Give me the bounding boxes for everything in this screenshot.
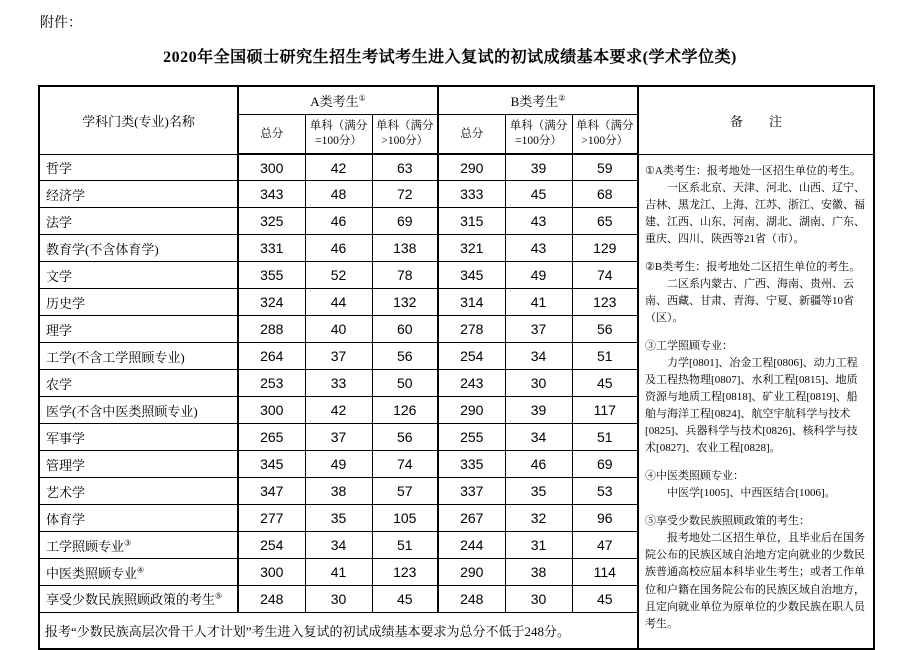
score-value: 51 <box>572 424 638 451</box>
subject-name: 医学(不含中医类照顾专业) <box>39 397 238 424</box>
score-value: 33 <box>305 370 372 397</box>
subject-name: 工学照顾专业③ <box>39 532 238 559</box>
score-value: 30 <box>505 370 572 397</box>
score-value: 60 <box>372 316 438 343</box>
score-value: 37 <box>505 316 572 343</box>
score-value: 267 <box>438 505 505 532</box>
score-value: 40 <box>305 316 372 343</box>
score-value: 41 <box>505 289 572 316</box>
subject-name: 管理学 <box>39 451 238 478</box>
score-value: 265 <box>238 424 305 451</box>
subject-name: 享受少数民族照顾政策的考生⑤ <box>39 586 238 613</box>
remark-heading: ③工学照顾专业： <box>645 339 734 352</box>
score-value: 345 <box>238 451 305 478</box>
column-header-remark: 备 注 <box>638 86 874 154</box>
score-value: 300 <box>238 559 305 586</box>
subject-name: 艺术学 <box>39 478 238 505</box>
score-value: 321 <box>438 235 505 262</box>
score-value: 45 <box>372 586 438 613</box>
remark-body: 一区系北京、天津、河北、山西、辽宁、吉林、黑龙江、上海、江苏、浙江、安徽、福建、江西、山东、河南、湖北、湖南、广东、重庆、四川、陕西等21省（市）。 <box>645 181 866 245</box>
subject-name: 农学 <box>39 370 238 397</box>
score-value: 335 <box>438 451 505 478</box>
attachment-label: 附件： <box>40 16 82 31</box>
score-value: 264 <box>238 343 305 370</box>
score-value: 129 <box>572 235 638 262</box>
score-value: 63 <box>372 154 438 181</box>
remark-heading: ④中医类照顾专业： <box>645 470 745 483</box>
subject-name: 军事学 <box>39 424 238 451</box>
subject-superscript: ③ <box>124 538 132 548</box>
remark-block <box>645 513 867 632</box>
remark-block <box>645 259 867 327</box>
score-value: 69 <box>372 208 438 235</box>
score-value: 105 <box>372 505 438 532</box>
subject-name: 哲学 <box>39 154 238 181</box>
score-value: 38 <box>505 559 572 586</box>
score-value: 34 <box>505 424 572 451</box>
score-value: 57 <box>372 478 438 505</box>
score-value: 34 <box>305 532 372 559</box>
subject-name: 教育学(不含体育学) <box>39 235 238 262</box>
group-b-superscript: ② <box>558 93 566 103</box>
score-value: 45 <box>505 181 572 208</box>
column-header-single100-a: 单科（满分=100分） <box>305 115 372 155</box>
score-value: 39 <box>505 397 572 424</box>
score-value: 50 <box>372 370 438 397</box>
score-value: 315 <box>438 208 505 235</box>
remark-heading: ⑤享受少数民族照顾政策的考生： <box>645 515 811 528</box>
score-value: 254 <box>438 343 505 370</box>
remark-body: 报考地处二区招生单位，且毕业后在国务院公布的民族区域自治地方定向就业的少数民族普通高校应届本科毕业生考生；或者工作单位和户籍在国务院公布的民族区域自治地方，且定向就业单位为原单位的少数民族在职人员考生。 <box>645 532 866 630</box>
score-value: 37 <box>305 343 372 370</box>
subject-name: 工学(不含工学照顾专业) <box>39 343 238 370</box>
score-value: 132 <box>372 289 438 316</box>
group-a-superscript: ① <box>358 93 366 103</box>
score-value: 46 <box>305 235 372 262</box>
score-value: 39 <box>505 154 572 181</box>
score-value: 49 <box>505 262 572 289</box>
score-value: 254 <box>238 532 305 559</box>
score-value: 345 <box>438 262 505 289</box>
score-value: 123 <box>572 289 638 316</box>
group-a-label: A类考生 <box>310 94 359 109</box>
score-value: 52 <box>305 262 372 289</box>
score-value: 44 <box>305 289 372 316</box>
page-title: 2020年全国硕士研究生招生考试考生进入复试的初试成绩基本要求(学术学位类) <box>163 49 737 66</box>
remark-body: 中医学[1005]、中西医结合[1006]。 <box>667 487 836 500</box>
score-value: 41 <box>305 559 372 586</box>
column-header-group-b <box>438 86 638 115</box>
score-value: 46 <box>305 208 372 235</box>
score-value: 78 <box>372 262 438 289</box>
score-value: 300 <box>238 154 305 181</box>
score-value: 126 <box>372 397 438 424</box>
column-header-total-b: 总分 <box>438 115 505 155</box>
score-value: 47 <box>572 532 638 559</box>
score-value: 30 <box>305 586 372 613</box>
score-value: 290 <box>438 559 505 586</box>
score-value: 324 <box>238 289 305 316</box>
remark-heading: ②B类考生：报考地处二区招生单位的考生。 <box>645 260 861 273</box>
score-value: 278 <box>438 316 505 343</box>
footer-note: 报考“少数民族高层次骨干人才计划”考生进入复试的初试成绩基本要求为总分不低于248分。 <box>39 612 638 648</box>
column-header-single100-b: 单科（满分=100分） <box>505 115 572 155</box>
header-group-row <box>39 86 874 115</box>
score-value: 290 <box>438 154 505 181</box>
score-value: 51 <box>372 532 438 559</box>
remarks-cell <box>638 154 874 649</box>
score-value: 42 <box>305 397 372 424</box>
score-value: 74 <box>572 262 638 289</box>
score-value: 114 <box>572 559 638 586</box>
score-value: 333 <box>438 181 505 208</box>
score-value: 32 <box>505 505 572 532</box>
score-value: 51 <box>572 343 638 370</box>
score-value: 42 <box>305 154 372 181</box>
score-value: 300 <box>238 397 305 424</box>
column-header-subject: 学科门类(专业)名称 <box>39 86 238 154</box>
subject-name: 法学 <box>39 208 238 235</box>
column-header-group-a <box>238 86 438 115</box>
subject-superscript: ④ <box>137 565 145 575</box>
score-value: 45 <box>572 370 638 397</box>
score-value: 117 <box>572 397 638 424</box>
score-value: 72 <box>372 181 438 208</box>
score-value: 248 <box>438 586 505 613</box>
score-value: 331 <box>238 235 305 262</box>
score-value: 35 <box>505 478 572 505</box>
score-value: 53 <box>572 478 638 505</box>
score-value: 243 <box>438 370 505 397</box>
score-value: 290 <box>438 397 505 424</box>
score-value: 355 <box>238 262 305 289</box>
remark-block <box>645 338 867 457</box>
score-value: 56 <box>372 343 438 370</box>
remark-block <box>645 468 867 502</box>
score-value: 244 <box>438 532 505 559</box>
score-value: 59 <box>572 154 638 181</box>
score-value: 46 <box>505 451 572 478</box>
score-value: 255 <box>438 424 505 451</box>
subject-name: 历史学 <box>39 289 238 316</box>
score-value: 337 <box>438 478 505 505</box>
column-header-total-a: 总分 <box>238 115 305 155</box>
score-value: 138 <box>372 235 438 262</box>
group-b-label: B类考生 <box>510 94 559 109</box>
score-value: 43 <box>505 235 572 262</box>
score-value: 248 <box>238 586 305 613</box>
score-value: 37 <box>305 424 372 451</box>
subject-name: 经济学 <box>39 181 238 208</box>
score-value: 68 <box>572 181 638 208</box>
subject-name: 体育学 <box>39 505 238 532</box>
score-value: 74 <box>372 451 438 478</box>
score-value: 34 <box>505 343 572 370</box>
score-value: 56 <box>572 316 638 343</box>
score-value: 45 <box>572 586 638 613</box>
score-value: 31 <box>505 532 572 559</box>
score-value: 56 <box>372 424 438 451</box>
score-value: 343 <box>238 181 305 208</box>
column-header-single-over100-b: 单科（满分>100分） <box>572 115 638 155</box>
score-value: 96 <box>572 505 638 532</box>
column-header-single-over100-a: 单科（满分>100分） <box>372 115 438 155</box>
score-value: 38 <box>305 478 372 505</box>
score-value: 49 <box>305 451 372 478</box>
remark-block <box>645 163 867 248</box>
score-value: 65 <box>572 208 638 235</box>
subject-name: 理学 <box>39 316 238 343</box>
subject-superscript: ⑤ <box>215 592 223 602</box>
score-value: 30 <box>505 586 572 613</box>
score-value: 48 <box>305 181 372 208</box>
score-value: 325 <box>238 208 305 235</box>
score-value: 347 <box>238 478 305 505</box>
score-value: 43 <box>505 208 572 235</box>
table-row <box>39 154 874 181</box>
score-table-container <box>38 85 875 650</box>
score-value: 123 <box>372 559 438 586</box>
score-value: 253 <box>238 370 305 397</box>
score-value: 35 <box>305 505 372 532</box>
score-value: 69 <box>572 451 638 478</box>
subject-name: 中医类照顾专业④ <box>39 559 238 586</box>
remark-body: 力学[0801]、冶金工程[0806]、动力工程及工程热物理[0807]、水利工程[0815]、地质资源与地质工程[0818]、矿业工程[0819]、船舶与海洋工程[0824]、航空宇航科学与技术[0825]、兵器科学与技术[0826]、核科学与技术[0827]、农业工程[0828]。 <box>645 356 858 455</box>
remark-body: 二区系内蒙古、广西、海南、贵州、云南、西藏、甘肃、青海、宁夏、新疆等10省（区）。 <box>645 277 855 324</box>
score-table <box>38 85 875 650</box>
score-value: 288 <box>238 316 305 343</box>
score-value: 314 <box>438 289 505 316</box>
subject-name: 文学 <box>39 262 238 289</box>
remark-heading: ①A类考生：报考地处一区招生单位的考生。 <box>645 164 861 177</box>
score-value: 277 <box>238 505 305 532</box>
